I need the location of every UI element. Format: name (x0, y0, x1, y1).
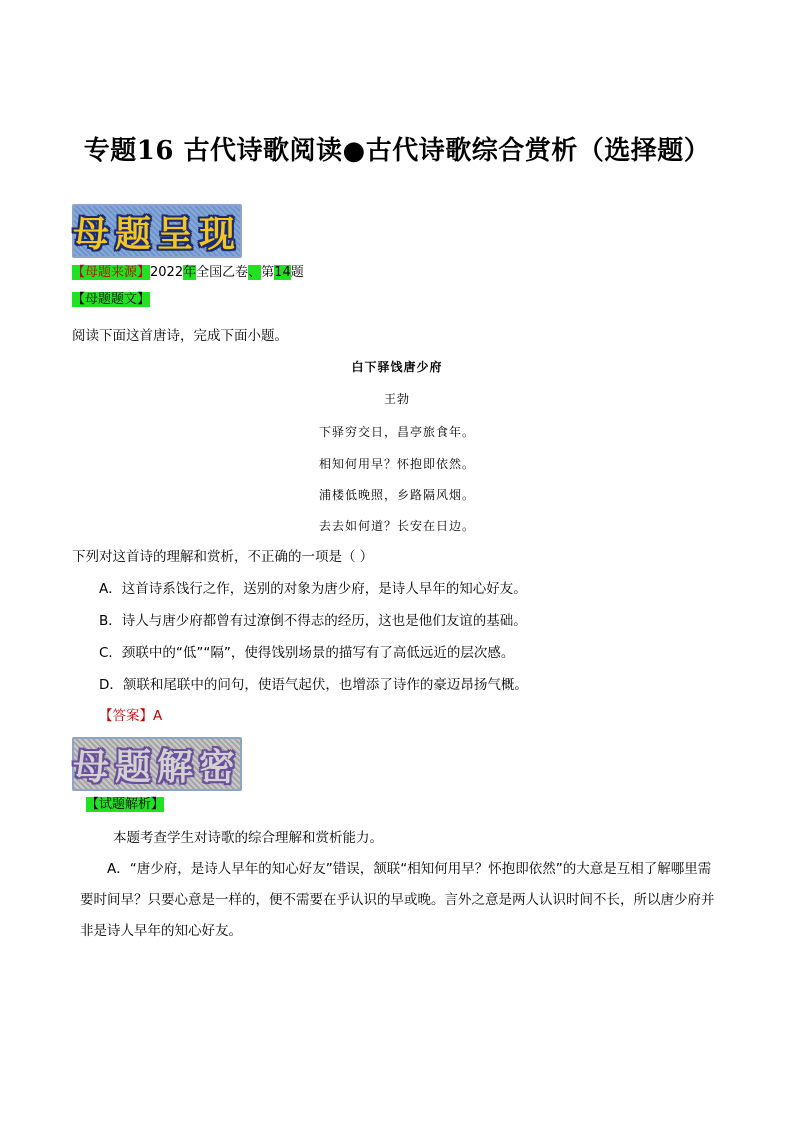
question-stem: 下列对这首诗的理解和赏析，不正确的一项是（ ） (72, 549, 374, 565)
banner-decryption-text: 母题解密 (73, 746, 242, 788)
answer-line (99, 708, 162, 725)
option-a: A．这首诗系饯行之作，送别的对象为唐少府，是诗人早年的知心好友。 (99, 581, 527, 597)
text-label: 【母题题文】 (72, 292, 151, 307)
option-c: C．颈联中的“低”“隔”，使得饯别场景的描写有了高低远近的层次感。 (99, 645, 515, 661)
text-label-line (72, 291, 150, 308)
source-di: 第 (261, 265, 275, 280)
analysis-paragraph: A．“唐少府，是诗人早年的知心好友”错误，颔联“相知何用早？怀抱即依然”的大意是互相了解哪里需要时间早？只要心意是一样的，便不需要在乎认识的早或晚。言外之意是两人认识时间不长，所以唐少府并非是诗人早年的知心好友。 (80, 861, 715, 939)
poem-title: 白下驿饯唐少府 (351, 360, 443, 374)
poem-line-2: 相知何用早？怀抱即依然。 (318, 457, 475, 471)
source-label: 【母题来源】 (72, 265, 151, 280)
source-nian: 年 (183, 265, 197, 280)
poem-line-1: 下驿穷交日，昌亭旅食年。 (318, 425, 475, 439)
answer-value: A (153, 708, 163, 724)
source-line (72, 264, 304, 281)
source-sep: 、 (248, 265, 262, 280)
poem-line-3: 浦楼低晚照，乡路隔风烟。 (318, 488, 475, 502)
banner-presentation (72, 204, 242, 258)
option-b: B．诗人与唐少府都曾有过潦倒不得志的经历，这也是他们友谊的基础。 (99, 613, 527, 629)
source-ti: 题 (290, 265, 304, 280)
text-label-highlight (72, 292, 150, 307)
analysis-label: 【试题解析】 (86, 797, 165, 812)
page-title: 专题16 古代诗歌阅读●古代诗歌综合赏析（选择题） (83, 136, 711, 166)
source-label-highlight (72, 265, 150, 280)
source-paper: 全国乙卷 (196, 265, 249, 280)
analysis-intro: 本题考查学生对诗歌的综合理解和赏析能力。 (113, 830, 383, 846)
instruction: 阅读下面这首唐诗，完成下面小题。 (72, 328, 288, 344)
banner-decryption (72, 737, 242, 791)
analysis-label-line (86, 796, 164, 813)
banner-presentation-text: 母题呈现 (73, 213, 242, 255)
source-num: 14 (274, 265, 291, 280)
source-year: 2022 (150, 265, 184, 280)
option-d: D．颔联和尾联中的问句，使语气起伏，也增添了诗作的豪迈昂扬气概。 (99, 677, 528, 693)
poem-line-4: 去去如何道？长安在日边。 (318, 519, 475, 533)
analysis-label-highlight (86, 797, 164, 812)
answer-label: 【答案】 (99, 708, 153, 724)
poem-author: 王勃 (383, 392, 410, 406)
